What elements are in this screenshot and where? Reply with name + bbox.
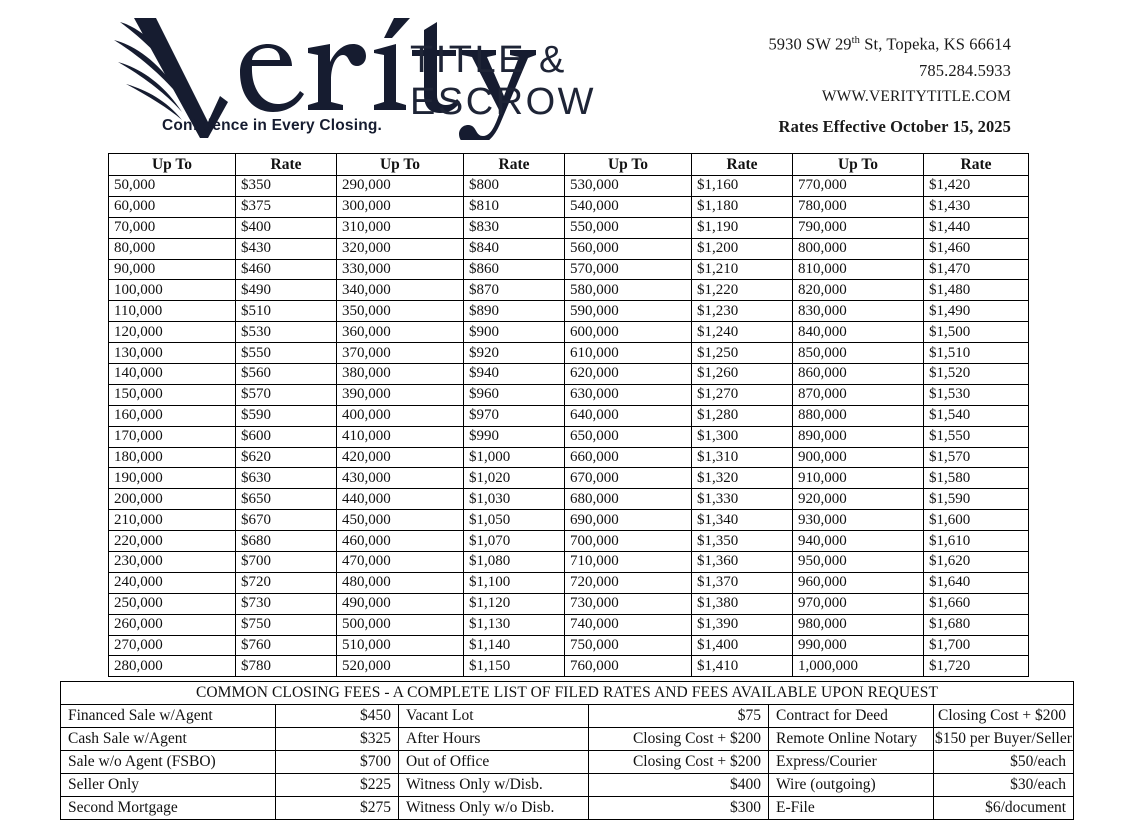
table-cell: 80,000	[109, 238, 236, 259]
table-cell: $1,180	[692, 196, 793, 217]
table-cell: 180,000	[109, 447, 236, 468]
fee-amount: $450	[276, 705, 399, 728]
fee-label: Vacant Lot	[399, 705, 589, 728]
table-cell: $1,140	[464, 635, 565, 656]
fee-row	[61, 728, 1074, 751]
table-cell: $1,420	[924, 176, 1029, 197]
table-cell: 60,000	[109, 196, 236, 217]
table-cell: 270,000	[109, 635, 236, 656]
table-cell: $530	[236, 322, 337, 343]
table-cell: $1,020	[464, 468, 565, 489]
table-cell: 100,000	[109, 280, 236, 301]
table-cell: 800,000	[793, 238, 924, 259]
table-cell: 290,000	[337, 176, 464, 197]
table-row	[109, 614, 1029, 635]
table-cell: 280,000	[109, 656, 236, 677]
table-cell: 820,000	[793, 280, 924, 301]
fee-amount: $300	[589, 797, 769, 820]
table-cell: $1,120	[464, 593, 565, 614]
table-cell: $1,000	[464, 447, 565, 468]
table-cell: $890	[464, 301, 565, 322]
table-row	[109, 510, 1029, 531]
table-cell: $1,430	[924, 196, 1029, 217]
table-cell: 400,000	[337, 405, 464, 426]
table-cell: 640,000	[565, 405, 692, 426]
table-cell: $1,580	[924, 468, 1029, 489]
table-cell: $560	[236, 364, 337, 385]
fees-title-row	[61, 682, 1074, 705]
table-cell: 970,000	[793, 593, 924, 614]
table-row	[109, 301, 1029, 322]
table-cell: $1,610	[924, 531, 1029, 552]
fee-amount: $75	[589, 705, 769, 728]
table-cell: 650,000	[565, 426, 692, 447]
fee-amount: $30/each	[934, 774, 1074, 797]
rate-table-header-row	[109, 154, 1029, 176]
table-row	[109, 217, 1029, 238]
table-row	[109, 426, 1029, 447]
table-cell: $1,540	[924, 405, 1029, 426]
column-header: Up To	[337, 154, 464, 176]
table-cell: 590,000	[565, 301, 692, 322]
table-cell: $1,080	[464, 552, 565, 573]
phone-number: 785.284.5933	[919, 60, 1011, 80]
table-cell: 350,000	[337, 301, 464, 322]
table-cell: 870,000	[793, 384, 924, 405]
table-cell: 540,000	[565, 196, 692, 217]
fee-row	[61, 751, 1074, 774]
table-cell: 420,000	[337, 447, 464, 468]
fee-label: Witness Only w/o Disb.	[399, 797, 589, 820]
table-cell: 830,000	[793, 301, 924, 322]
table-cell: $1,660	[924, 593, 1029, 614]
table-row	[109, 468, 1029, 489]
table-cell: 980,000	[793, 614, 924, 635]
table-cell: 450,000	[337, 510, 464, 531]
fee-amount: $700	[276, 751, 399, 774]
table-cell: 240,000	[109, 572, 236, 593]
table-cell: 960,000	[793, 572, 924, 593]
fee-label: E-File	[769, 797, 934, 820]
table-cell: $400	[236, 217, 337, 238]
table-cell: $1,520	[924, 364, 1029, 385]
table-row	[109, 259, 1029, 280]
fee-row	[61, 774, 1074, 797]
table-cell: 880,000	[793, 405, 924, 426]
table-cell: 340,000	[337, 280, 464, 301]
table-row	[109, 280, 1029, 301]
table-cell: 740,000	[565, 614, 692, 635]
table-cell: 510,000	[337, 635, 464, 656]
table-cell: $780	[236, 656, 337, 677]
table-cell: 50,000	[109, 176, 236, 197]
fee-amount: Closing Cost + $200	[934, 705, 1074, 728]
company-logo	[112, 10, 622, 140]
table-cell: 200,000	[109, 489, 236, 510]
table-cell: $1,310	[692, 447, 793, 468]
table-cell: $1,410	[692, 656, 793, 677]
fee-amount: Closing Cost + $200	[589, 751, 769, 774]
table-row	[109, 489, 1029, 510]
table-cell: 220,000	[109, 531, 236, 552]
table-cell: $1,460	[924, 238, 1029, 259]
table-cell: 630,000	[565, 384, 692, 405]
table-cell: $990	[464, 426, 565, 447]
table-cell: $1,590	[924, 489, 1029, 510]
address-prefix: 5930 SW 29	[768, 34, 852, 54]
table-cell: $1,250	[692, 343, 793, 364]
table-cell: $1,330	[692, 489, 793, 510]
column-header: Up To	[565, 154, 692, 176]
table-cell: 580,000	[565, 280, 692, 301]
table-cell: 890,000	[793, 426, 924, 447]
fee-label: Express/Courier	[769, 751, 934, 774]
table-cell: $1,480	[924, 280, 1029, 301]
fee-label: Seller Only	[61, 774, 276, 797]
table-cell: $870	[464, 280, 565, 301]
table-cell: 130,000	[109, 343, 236, 364]
table-row	[109, 364, 1029, 385]
table-cell: $960	[464, 384, 565, 405]
closing-fees-body	[61, 705, 1074, 820]
column-header: Up To	[793, 154, 924, 176]
table-cell: $1,150	[464, 656, 565, 677]
table-cell: $1,380	[692, 593, 793, 614]
office-address	[591, 28, 1011, 58]
table-cell: 860,000	[793, 364, 924, 385]
rate-table	[108, 153, 1029, 677]
table-cell: $1,300	[692, 426, 793, 447]
table-cell: 610,000	[565, 343, 692, 364]
table-cell: $1,640	[924, 572, 1029, 593]
table-cell: $570	[236, 384, 337, 405]
table-row	[109, 635, 1029, 656]
table-cell: 930,000	[793, 510, 924, 531]
fee-amount: $6/document	[934, 797, 1074, 820]
table-cell: $1,360	[692, 552, 793, 573]
table-cell: $1,620	[924, 552, 1029, 573]
table-cell: $760	[236, 635, 337, 656]
table-cell: $1,200	[692, 238, 793, 259]
logo-title-line1: TITLE &	[410, 39, 567, 81]
table-cell: 230,000	[109, 552, 236, 573]
closing-fees-table	[60, 681, 1074, 820]
fee-label: Wire (outgoing)	[769, 774, 934, 797]
table-cell: 370,000	[337, 343, 464, 364]
table-cell: 440,000	[337, 489, 464, 510]
table-cell: 680,000	[565, 489, 692, 510]
fee-label: Witness Only w/Disb.	[399, 774, 589, 797]
table-cell: $730	[236, 593, 337, 614]
table-cell: 720,000	[565, 572, 692, 593]
table-row	[109, 531, 1029, 552]
table-cell: 500,000	[337, 614, 464, 635]
fee-amount: $225	[276, 774, 399, 797]
column-header: Rate	[464, 154, 565, 176]
table-cell: 320,000	[337, 238, 464, 259]
table-row	[109, 572, 1029, 593]
table-cell: 770,000	[793, 176, 924, 197]
table-cell: $1,510	[924, 343, 1029, 364]
table-row	[109, 322, 1029, 343]
table-cell: 160,000	[109, 405, 236, 426]
verity-logo-svg	[112, 10, 622, 140]
table-cell: $1,190	[692, 217, 793, 238]
table-cell: $1,720	[924, 656, 1029, 677]
table-cell: $860	[464, 259, 565, 280]
table-cell: 190,000	[109, 468, 236, 489]
table-cell: $375	[236, 196, 337, 217]
table-cell: $1,240	[692, 322, 793, 343]
table-cell: $460	[236, 259, 337, 280]
table-cell: $1,100	[464, 572, 565, 593]
fee-amount: $275	[276, 797, 399, 820]
table-cell: $1,320	[692, 468, 793, 489]
table-cell: $430	[236, 238, 337, 259]
column-header: Up To	[109, 154, 236, 176]
table-row	[109, 238, 1029, 259]
table-cell: 950,000	[793, 552, 924, 573]
fee-amount: $400	[589, 774, 769, 797]
table-cell: $1,210	[692, 259, 793, 280]
table-cell: 570,000	[565, 259, 692, 280]
fee-amount: Closing Cost + $200	[589, 728, 769, 751]
table-cell: $1,230	[692, 301, 793, 322]
table-row	[109, 176, 1029, 197]
table-cell: 300,000	[337, 196, 464, 217]
table-cell: $1,500	[924, 322, 1029, 343]
table-cell: 810,000	[793, 259, 924, 280]
table-cell: 1,000,000	[793, 656, 924, 677]
rate-table-body	[109, 176, 1029, 677]
table-cell: 560,000	[565, 238, 692, 259]
table-row	[109, 196, 1029, 217]
table-cell: $840	[464, 238, 565, 259]
table-cell: $1,340	[692, 510, 793, 531]
table-cell: 660,000	[565, 447, 692, 468]
table-cell: 120,000	[109, 322, 236, 343]
table-cell: $630	[236, 468, 337, 489]
fee-label: Sale w/o Agent (FSBO)	[61, 751, 276, 774]
table-cell: 380,000	[337, 364, 464, 385]
table-row	[109, 447, 1029, 468]
column-header: Rate	[692, 154, 793, 176]
table-cell: 600,000	[565, 322, 692, 343]
table-cell: 690,000	[565, 510, 692, 531]
table-cell: $1,370	[692, 572, 793, 593]
table-cell: $1,350	[692, 531, 793, 552]
fee-row	[61, 705, 1074, 728]
table-cell: $1,030	[464, 489, 565, 510]
table-cell: $670	[236, 510, 337, 531]
table-cell: 730,000	[565, 593, 692, 614]
table-cell: $920	[464, 343, 565, 364]
column-header: Rate	[924, 154, 1029, 176]
table-cell: $1,260	[692, 364, 793, 385]
table-cell: $1,490	[924, 301, 1029, 322]
table-cell: $1,270	[692, 384, 793, 405]
table-cell: $800	[464, 176, 565, 197]
table-cell: $620	[236, 447, 337, 468]
table-cell: 250,000	[109, 593, 236, 614]
table-cell: 390,000	[337, 384, 464, 405]
fee-amount: $50/each	[934, 751, 1074, 774]
table-cell: 670,000	[565, 468, 692, 489]
table-cell: $700	[236, 552, 337, 573]
table-cell: $810	[464, 196, 565, 217]
table-cell: 140,000	[109, 364, 236, 385]
table-cell: $650	[236, 489, 337, 510]
table-cell: $680	[236, 531, 337, 552]
table-cell: $1,130	[464, 614, 565, 635]
table-cell: $1,280	[692, 405, 793, 426]
fee-label: Remote Online Notary	[769, 728, 934, 751]
fee-amount: $150 per Buyer/Seller	[934, 728, 1074, 751]
table-cell: $1,700	[924, 635, 1029, 656]
table-cell: $830	[464, 217, 565, 238]
rates-effective-date: Rates Effective October 15, 2025	[778, 116, 1011, 136]
rate-table-container	[108, 153, 1022, 677]
table-cell: 210,000	[109, 510, 236, 531]
table-cell: 90,000	[109, 259, 236, 280]
table-cell: $1,160	[692, 176, 793, 197]
table-row	[109, 552, 1029, 573]
table-cell: $1,390	[692, 614, 793, 635]
table-cell: 360,000	[337, 322, 464, 343]
table-row	[109, 593, 1029, 614]
table-cell: 530,000	[565, 176, 692, 197]
table-cell: 780,000	[793, 196, 924, 217]
table-cell: 710,000	[565, 552, 692, 573]
table-cell: 990,000	[793, 635, 924, 656]
table-cell: $720	[236, 572, 337, 593]
table-cell: 520,000	[337, 656, 464, 677]
table-cell: $490	[236, 280, 337, 301]
fee-row	[61, 797, 1074, 820]
table-cell: 410,000	[337, 426, 464, 447]
table-cell: $550	[236, 343, 337, 364]
page-header	[0, 0, 1133, 150]
fees-title: COMMON CLOSING FEES - A COMPLETE LIST OF FILED RATES AND FEES AVAILABLE UPON REQUEST	[61, 682, 1074, 705]
table-cell: 260,000	[109, 614, 236, 635]
fee-label: Contract for Deed	[769, 705, 934, 728]
table-cell: 850,000	[793, 343, 924, 364]
address-ordinal: th	[851, 35, 861, 46]
fee-amount: $325	[276, 728, 399, 751]
table-cell: $970	[464, 405, 565, 426]
fee-label: Second Mortgage	[61, 797, 276, 820]
table-cell: 910,000	[793, 468, 924, 489]
table-cell: 760,000	[565, 656, 692, 677]
table-cell: 840,000	[793, 322, 924, 343]
table-cell: 310,000	[337, 217, 464, 238]
table-cell: $600	[236, 426, 337, 447]
table-cell: 70,000	[109, 217, 236, 238]
table-cell: $1,070	[464, 531, 565, 552]
table-cell: $1,600	[924, 510, 1029, 531]
table-cell: $590	[236, 405, 337, 426]
table-row	[109, 405, 1029, 426]
table-cell: $940	[464, 364, 565, 385]
table-row	[109, 656, 1029, 677]
table-cell: 940,000	[793, 531, 924, 552]
table-cell: $1,530	[924, 384, 1029, 405]
fee-label: After Hours	[399, 728, 589, 751]
closing-fees-container	[60, 681, 1073, 820]
table-cell: $350	[236, 176, 337, 197]
table-cell: 550,000	[565, 217, 692, 238]
logo-title-line2: ESCROW	[410, 81, 596, 123]
table-cell: 430,000	[337, 468, 464, 489]
table-cell: 490,000	[337, 593, 464, 614]
fee-label: Financed Sale w/Agent	[61, 705, 276, 728]
table-cell: $750	[236, 614, 337, 635]
table-row	[109, 343, 1029, 364]
table-cell: $1,400	[692, 635, 793, 656]
table-cell: $1,220	[692, 280, 793, 301]
table-cell: $1,550	[924, 426, 1029, 447]
table-cell: 750,000	[565, 635, 692, 656]
table-cell: $1,470	[924, 259, 1029, 280]
table-cell: 790,000	[793, 217, 924, 238]
fee-label: Cash Sale w/Agent	[61, 728, 276, 751]
website-url: WWW.VERITYTITLE.COM	[821, 87, 1011, 105]
table-cell: 620,000	[565, 364, 692, 385]
address-suffix: St, Topeka, KS 66614	[860, 34, 1011, 54]
table-cell: $900	[464, 322, 565, 343]
table-cell: $1,440	[924, 217, 1029, 238]
rate-table-head	[109, 154, 1029, 176]
table-cell: $1,050	[464, 510, 565, 531]
table-cell: 110,000	[109, 301, 236, 322]
table-cell: 900,000	[793, 447, 924, 468]
contact-info	[591, 28, 1011, 140]
column-header: Rate	[236, 154, 337, 176]
table-row	[109, 384, 1029, 405]
table-cell: 920,000	[793, 489, 924, 510]
logo-tagline-text: Confidence in Every Closing.	[162, 117, 383, 134]
table-cell: $1,570	[924, 447, 1029, 468]
table-cell: 170,000	[109, 426, 236, 447]
table-cell: 470,000	[337, 552, 464, 573]
table-cell: 150,000	[109, 384, 236, 405]
table-cell: 700,000	[565, 531, 692, 552]
table-cell: $510	[236, 301, 337, 322]
fee-label: Out of Office	[399, 751, 589, 774]
table-cell: 480,000	[337, 572, 464, 593]
table-cell: 460,000	[337, 531, 464, 552]
table-cell: 330,000	[337, 259, 464, 280]
table-cell: $1,680	[924, 614, 1029, 635]
